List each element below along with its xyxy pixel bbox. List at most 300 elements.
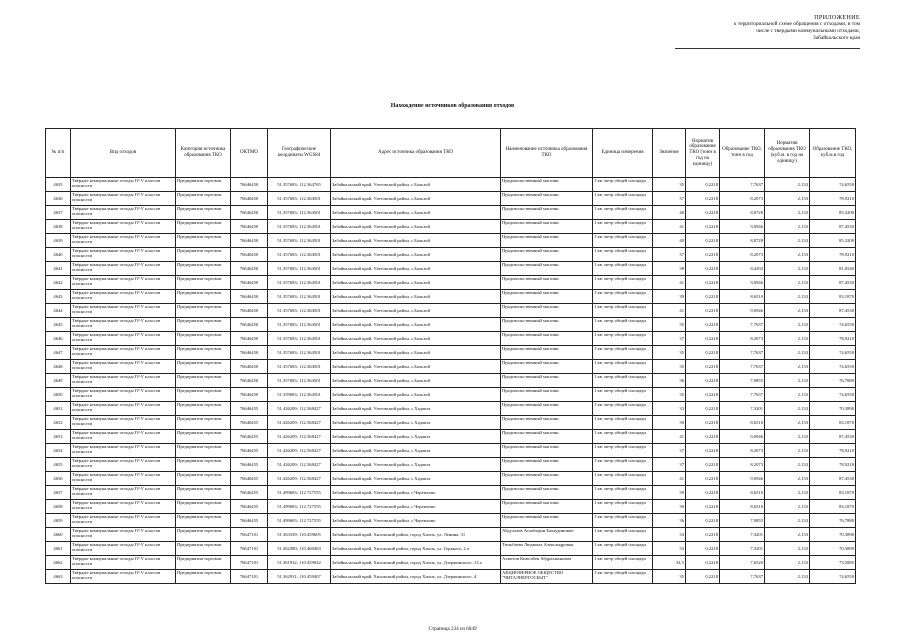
table-cell: 51.362380; 110.460463 [268,542,331,556]
table-row [46,192,856,206]
table-cell: 1 кв. метр общей площади [593,514,653,528]
table-cell: 4650 [46,388,71,402]
table-cell: 1 кв. метр общей площади [593,570,653,584]
table-row [46,500,856,514]
table-cell: Предприятия торговли [176,262,231,276]
table-cell: 4654 [46,444,71,458]
table-cell: 8,8728 [720,206,765,220]
table-cell: 51.357683; 112.364501 [268,248,331,262]
table-cell: 74,6550 [810,178,856,192]
column-header: Норматив образования ТКО (куб.м. в год на единицу) [765,129,810,178]
table-cell: Твёрдые коммунальные отходы IV-V классов опасности [71,500,176,514]
table-cell: 0,2218 [686,388,720,402]
table-cell: 51.426209; 112.568427 [268,444,331,458]
table-cell: Забайкальский край, Улетовский район, с.Хадакта [331,444,501,458]
table-cell: 76646450 [231,276,268,290]
table-cell: Предприятия торговли [176,248,231,262]
table-cell: Твёрдые коммунальные отходы IV-V классов опасности [71,262,176,276]
table-row [46,332,856,346]
table-cell: 1 кв. метр общей площади [593,486,653,500]
appendix-line: числе с твердыми коммунальными отходами, [756,28,860,34]
table-cell: 1 кв. метр общей площади [593,346,653,360]
table-cell: Продовольственный магазин [501,192,593,206]
table-cell: Твёрдые коммунальные отходы IV-V классов опасности [71,556,176,570]
table-cell: Предприятия торговли [176,192,231,206]
table-cell: 76646450 [231,248,268,262]
table-cell: 1 кв. метр общей площади [593,234,653,248]
table-cell: 8,2073 [720,192,765,206]
appendix-rule [675,48,860,49]
table-cell: 76646450 [231,206,268,220]
table-cell: 51.426209; 112.568427 [268,402,331,416]
table-cell: 76,7880 [810,374,856,388]
table-cell: 4656 [46,472,71,486]
table-cell: Предприятия торговли [176,486,231,500]
table-row [46,262,856,276]
table-cell: Продовольственный магазин [501,500,593,514]
table-cell: 0,2218 [686,542,720,556]
table-cell: Предприятия торговли [176,458,231,472]
table-cell: Твёрдые коммунальные отходы IV-V классов опасности [71,346,176,360]
table-cell: Твёрдые коммунальные отходы IV-V классов опасности [71,332,176,346]
table-cell: 0,2218 [686,444,720,458]
table-cell: 74,6550 [810,388,856,402]
table-cell: 33 [653,542,686,556]
table-cell: 4652 [46,416,71,430]
table-cell: Твёрдые коммунальные отходы IV-V классов опасности [71,528,176,542]
table-cell: Предприятия торговли [176,556,231,570]
table-cell: 2,133 [765,318,810,332]
table-cell: 78,9210 [810,248,856,262]
table-cell: 7,7637 [720,570,765,584]
table-cell: 2,133 [765,430,810,444]
table-cell: Забайкальский край, Улетовский район, с.Бальзой [331,220,501,234]
table-cell: Предприятия торговли [176,402,231,416]
table-cell: 1 кв. метр общей площади [593,248,653,262]
table-row [46,206,856,220]
table-cell: 36 [653,514,686,528]
table-row [46,416,856,430]
table-cell: 7,7637 [720,346,765,360]
table-cell: 39 [653,416,686,430]
table-cell: 78,9210 [810,192,856,206]
table-cell: 2,133 [765,206,810,220]
table-cell: 51.426209; 112.568427 [268,458,331,472]
table-cell: Предприятия торговли [176,472,231,486]
table-cell: Забайкальский край, Хилокский район, город Хилок, ул. Дзержинского, 13 а [331,556,501,570]
table-cell: 0,2218 [686,290,720,304]
table-cell: Продовольственный магазин [501,486,593,500]
table-cell: 2,133 [765,304,810,318]
table-cell: 76646455 [231,486,268,500]
table-cell: 39 [653,290,686,304]
table-cell: 2,133 [765,248,810,262]
table-cell: 2,133 [765,570,810,584]
table-cell: Предприятия торговли [176,234,231,248]
table-cell: 7,3201 [720,528,765,542]
table-cell: 0,2218 [686,374,720,388]
table-cell: Продовольственный магазин [501,514,593,528]
table-cell: Забайкальский край, Улетовский район, с.Хадакта [331,402,501,416]
table-cell: 7,7637 [720,360,765,374]
table-cell: 87,4530 [810,304,856,318]
table-cell: Предприятия торговли [176,360,231,374]
table-cell: 4660 [46,528,71,542]
table-cell: 1 кв. метр общей площади [593,360,653,374]
table-cell: Продовольственный магазин [501,248,593,262]
table-cell: 2,133 [765,416,810,430]
table-cell: Предприятия торговли [176,416,231,430]
table-cell: Предприятия торговли [176,430,231,444]
table-cell: 51.357683; 112.364501 [268,220,331,234]
table-cell: 76646450 [231,290,268,304]
table-cell: Тюльбаева Людмила Александровна [501,542,593,556]
table-cell: 37 [653,332,686,346]
table-cell: Твёрдые коммунальные отходы IV-V классов опасности [71,318,176,332]
table-cell: 4658 [46,500,71,514]
table-cell: 0,2218 [686,514,720,528]
column-header: Вид отходов [71,129,176,178]
table-cell: 1 кв. метр общей площади [593,332,653,346]
column-header: Адрес источника образования ТКО [331,129,501,178]
table-cell: 4642 [46,276,71,290]
column-header: Образование ТКО, куб.м.в год [810,129,856,178]
table-row [46,402,856,416]
table-cell: 2,133 [765,220,810,234]
table-cell: 76646450 [231,220,268,234]
column-header: Географические координаты WGS84 [268,129,331,178]
table-cell: Предприятия торговли [176,500,231,514]
table-cell: Забайкальский край, Улетовский район, с.Бальзой [331,346,501,360]
table-cell: Забайкальский край, Улетовский район, с.Бальзой [331,388,501,402]
table-cell: 76646450 [231,346,268,360]
table-cell: Твёрдые коммунальные отходы IV-V классов опасности [71,276,176,290]
table-cell: 34,5 [653,556,686,570]
table-cell: Твёрдые коммунальные отходы IV-V классов опасности [71,304,176,318]
table-cell: 76646450 [231,318,268,332]
table-cell: 0,2218 [686,402,720,416]
table-cell: 4645 [46,318,71,332]
table-cell: 2,133 [765,458,810,472]
table-cell: Твёрдые коммунальные отходы IV-V классов опасности [71,486,176,500]
table-cell: 70,3890 [810,528,856,542]
table-cell: 76647101 [231,556,268,570]
table-cell: Предприятия торговли [176,374,231,388]
table-cell: Забайкальский край, Улетовский район, с.Бальзой [331,318,501,332]
table-row [46,444,856,458]
table-cell: 4636 [46,192,71,206]
table-cell: 8,2073 [720,332,765,346]
table-row [46,318,856,332]
table-cell: 76646455 [231,514,268,528]
table-cell: 51.357683; 112.364501 [268,192,331,206]
table-cell: Твёрдые коммунальные отходы IV-V классов опасности [71,402,176,416]
table-cell: 76646450 [231,388,268,402]
table-cell: 51.357683; 112.364501 [268,360,331,374]
table-row [46,542,856,556]
table-cell: 41 [653,220,686,234]
table-cell: 2,133 [765,346,810,360]
table-row [46,276,856,290]
table-cell: 70,3890 [810,402,856,416]
table-cell: 2,133 [765,290,810,304]
table-cell: 87,4530 [810,472,856,486]
table-cell: 76646450 [231,192,268,206]
table-cell: 83,1870 [810,416,856,430]
table-cell: Твёрдые коммунальные отходы IV-V классов опасности [71,388,176,402]
table-cell: 2,133 [765,178,810,192]
table-cell: 1 кв. метр общей площади [593,290,653,304]
table-cell: 74,6550 [810,346,856,360]
table-cell: 70,3890 [810,542,856,556]
table-cell: Предприятия торговли [176,206,231,220]
table-cell: 76647101 [231,542,268,556]
table-cell: 4646 [46,332,71,346]
table-cell: Забайкальский край, Улетовский район, с.Хадакта [331,458,501,472]
table-cell: 0,2218 [686,486,720,500]
table-cell: 78,9210 [810,458,856,472]
table-row [46,472,856,486]
document-title: Нахождение источников образования отходов [390,103,515,109]
table-cell: 7,7637 [720,178,765,192]
table-header-row [46,129,856,178]
appendix-title: ПРИЛОЖЕНИЕ [814,14,860,21]
table-cell: 2,133 [765,500,810,514]
table-row [46,570,856,584]
table-cell: 76646450 [231,304,268,318]
table-cell: 0,2218 [686,360,720,374]
table-cell: 2,133 [765,542,810,556]
table-cell: 38 [653,262,686,276]
table-cell: 1 кв. метр общей площади [593,458,653,472]
table-cell: 78,9210 [810,332,856,346]
table-cell: 76646450 [231,234,268,248]
table-cell: 0,2218 [686,430,720,444]
table-cell: 33 [653,528,686,542]
table-cell: Твёрдые коммунальные отходы IV-V классов опасности [71,472,176,486]
table-cell: АКЦИОНЕРНОЕ ОБЩЕСТВО "ЧИТАЭНЕРГОСБЫТ" [501,570,593,584]
table-cell: 1 кв. метр общей площади [593,500,653,514]
table-cell: 83,1870 [810,486,856,500]
table-cell: Продовольственный магазин [501,332,593,346]
table-cell: 1 кв. метр общей площади [593,262,653,276]
table-cell: 8,6510 [720,486,765,500]
table-row [46,360,856,374]
table-cell: 8,6510 [720,500,765,514]
table-cell: Продовольственный магазин [501,234,593,248]
table-cell: Забайкальский край, Улетовский район, с.Бальзой [331,332,501,346]
column-header: Значение [653,129,686,178]
table-cell: 4661 [46,542,71,556]
table-cell: 1 кв. метр общей площади [593,528,653,542]
table-cell: 51.357683; 112.364501 [268,234,331,248]
table-cell: Продовольственный магазин [501,416,593,430]
table-cell: 4641 [46,262,71,276]
table-cell: 0,2218 [686,528,720,542]
table-cell: 0,2218 [686,472,720,486]
table-cell: Забайкальский край, Хилокский район, город Хилок, ул. Ленина, 31 [331,528,501,542]
table-cell: Абдуллаев Асхабидин Бахаудинович [501,528,593,542]
table-cell: 33 [653,402,686,416]
table-cell: Продовольственный магазин [501,374,593,388]
table-cell: 73,5885 [810,556,856,570]
table-cell: 51.357683; 112.364501 [268,318,331,332]
table-cell: Забайкальский край, Улетовский район, с.Черемхово [331,514,501,528]
table-cell: 85,3200 [810,206,856,220]
table-cell: 87,4530 [810,430,856,444]
table-cell: 35 [653,178,686,192]
table-cell: 0,2218 [686,416,720,430]
table-cell: 2,133 [765,262,810,276]
table-cell: 41 [653,276,686,290]
table-cell: Предприятия торговли [176,332,231,346]
table-cell: 0,2218 [686,262,720,276]
table-cell: 4653 [46,430,71,444]
table-cell: 40 [653,234,686,248]
table-cell: 76646450 [231,178,268,192]
table-cell: 0,2218 [686,332,720,346]
table-cell: 37 [653,458,686,472]
table-cell: Забайкальский край, Улетовский район, с.Бальзой [331,304,501,318]
column-header: ОКТМО [231,129,268,178]
table-cell: Продовольственный магазин [501,318,593,332]
table-cell: 8,2073 [720,444,765,458]
table-cell: 51.499683; 112.727555 [268,486,331,500]
appendix-line: к территориальной схеме обращения с отходами, в том [733,21,860,27]
table-cell: Предприятия торговли [176,318,231,332]
table-cell: 7,9855 [720,374,765,388]
table-cell: 4663 [46,570,71,584]
table-cell: 0,2218 [686,500,720,514]
table-cell: 76646450 [231,360,268,374]
table-cell: 4639 [46,234,71,248]
table-cell: Забайкальский край, Хилокский район, город Хилок, ул. Горького, 2 а [331,542,501,556]
table-cell: Твёрдые коммунальные отходы IV-V классов опасности [71,458,176,472]
table-cell: 1 кв. метр общей площади [593,556,653,570]
table-cell: Предприятия торговли [176,276,231,290]
appendix-line: Забайкальского края [813,35,860,41]
table-cell: 0,2218 [686,192,720,206]
table-cell: Продовольственный магазин [501,388,593,402]
table-cell: 0,2218 [686,304,720,318]
table-cell: 2,133 [765,556,810,570]
table-cell: 8,8728 [720,234,765,248]
table-cell: Продовольственный магазин [501,444,593,458]
table-cell: 2,133 [765,192,810,206]
table-row [46,220,856,234]
table-cell: 76647101 [231,528,268,542]
table-cell: 2,133 [765,360,810,374]
table-cell: Предприятия торговли [176,178,231,192]
table-cell: Забайкальский край, Улетовский район, с.Черемхово [331,486,501,500]
table-cell: 41 [653,304,686,318]
table-cell: Предприятия торговли [176,388,231,402]
table-cell: 81,0540 [810,262,856,276]
table-cell: 51.363339; 110.459605 [268,528,331,542]
table-cell: 7,9855 [720,514,765,528]
table-cell: Твёрдые коммунальные отходы IV-V классов опасности [71,416,176,430]
table-cell: 35 [653,360,686,374]
table-cell: 1 кв. метр общей площади [593,192,653,206]
table-cell: Продовольственный магазин [501,472,593,486]
table-cell: 7,3201 [720,402,765,416]
table-cell: 1 кв. метр общей площади [593,318,653,332]
table-cell: Твёрдые коммунальные отходы IV-V классов опасности [71,206,176,220]
table-cell: 51.426209; 112.568427 [268,472,331,486]
table-cell: 1 кв. метр общей площади [593,430,653,444]
table-cell: 87,4530 [810,220,856,234]
table-cell: Забайкальский край, Улетовский район, с.Бальзой [331,262,501,276]
table-cell: Забайкальский край, Улетовский район, с.Бальзой [331,178,501,192]
table-cell: 36 [653,374,686,388]
table-cell: 51.357683; 112.364765 [268,178,331,192]
table-cell: Продовольственный магазин [501,178,593,192]
table-cell: 76,7880 [810,514,856,528]
table-cell: 76646455 [231,458,268,472]
table-cell: Ахметов Кимсабек Абдрахманович [501,556,593,570]
table-cell: 0,2218 [686,276,720,290]
table-cell: Забайкальский край, Хилокский район, город Хилок, ул. Дзержинского, 4 [331,570,501,584]
table-cell: 4644 [46,304,71,318]
table-cell: Предприятия торговли [176,528,231,542]
table-row [46,304,856,318]
table-cell: Твёрдые коммунальные отходы IV-V классов опасности [71,570,176,584]
table-cell: Продовольственный магазин [501,290,593,304]
table-cell: 2,133 [765,486,810,500]
table-cell: 2,133 [765,332,810,346]
table-cell: 76646455 [231,430,268,444]
table-cell: 8,2073 [720,248,765,262]
table-cell: 51.499683; 112.727555 [268,500,331,514]
table-cell: Продовольственный магазин [501,206,593,220]
table-cell: 74,6550 [810,318,856,332]
table-cell: Твёрдые коммунальные отходы IV-V классов опасности [71,430,176,444]
table-cell: Предприятия торговли [176,514,231,528]
table-cell: Забайкальский край, Улетовский район, с.Черемхово [331,500,501,514]
table-cell: 2,133 [765,402,810,416]
table-cell: 37 [653,444,686,458]
table-cell: Твёрдые коммунальные отходы IV-V классов опасности [71,290,176,304]
table-cell: 7,7637 [720,318,765,332]
table-cell: 7,7637 [720,388,765,402]
table-cell: 85,3200 [810,234,856,248]
table-cell: Забайкальский край, Улетовский район, с.Бальзой [331,374,501,388]
table-cell: 1 кв. метр общей площади [593,444,653,458]
table-cell: Продовольственный магазин [501,220,593,234]
table-cell: 37 [653,192,686,206]
table-cell: 1 кв. метр общей площади [593,206,653,220]
table-cell: 0,2218 [686,234,720,248]
table-cell: 41 [653,472,686,486]
table-cell: 1 кв. метр общей площади [593,220,653,234]
table-cell: 76646455 [231,416,268,430]
table-cell: Забайкальский край, Улетовский район, с.Бальзой [331,192,501,206]
table-cell: 51.357683; 112.364501 [268,276,331,290]
table-row [46,458,856,472]
table-cell: 51.499683; 112.727555 [268,514,331,528]
table-cell: 35 [653,570,686,584]
table-cell: 76646450 [231,262,268,276]
table-row [46,514,856,528]
table-cell: 1 кв. метр общей площади [593,178,653,192]
table-cell: Продовольственный магазин [501,276,593,290]
table-row [46,430,856,444]
table-cell: 35 [653,346,686,360]
table-cell: Предприятия торговли [176,304,231,318]
table-cell: 4659 [46,514,71,528]
table-cell: 76646455 [231,500,268,514]
column-header: Наименование источника образования ТКО [501,129,593,178]
